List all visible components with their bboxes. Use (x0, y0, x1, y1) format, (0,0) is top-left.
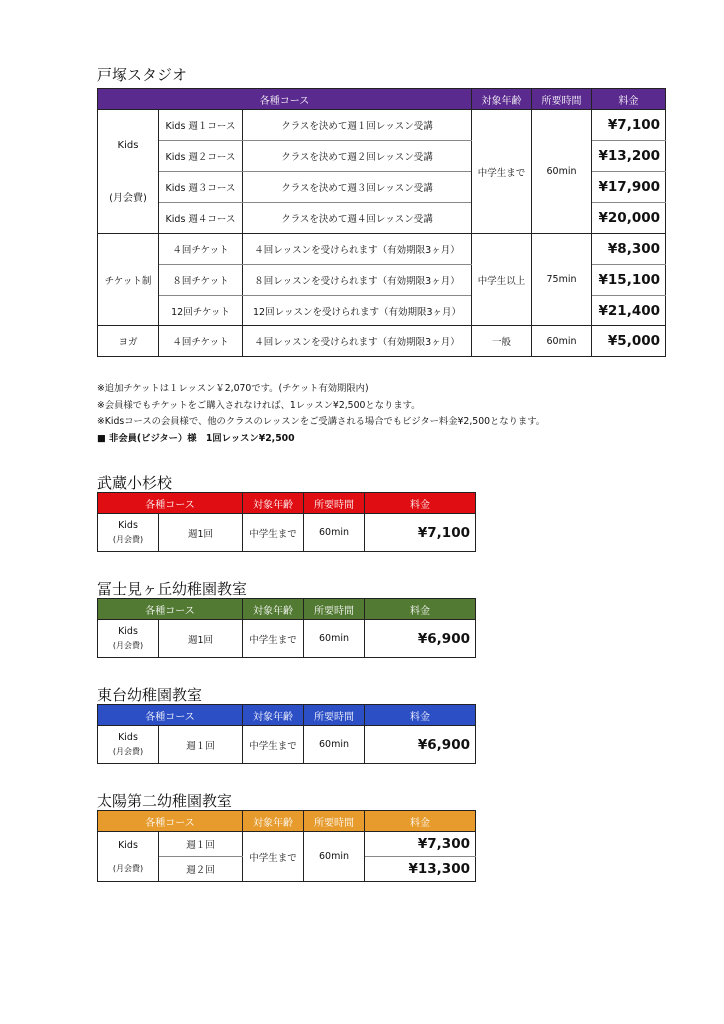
totsuka-title: 戸塚スタジオ (97, 66, 188, 84)
kids-label: Kids (118, 839, 138, 851)
kids-age: 中学生まで (472, 110, 532, 234)
ticket-age: 中学生以上 (472, 234, 532, 326)
header-age: 対象年齢 (472, 89, 532, 110)
kids-label: Kids (118, 732, 138, 743)
header-time: 所要時間 (304, 599, 365, 620)
table-row (98, 726, 476, 764)
totsuka-price-table (97, 88, 666, 357)
course-price: ¥8,300 (592, 234, 666, 265)
course-age: 中学生まで (243, 832, 304, 882)
header-course: 各種コース (98, 705, 243, 726)
course-name: ８回チケット (159, 265, 243, 296)
course-name: 12回チケット (159, 296, 243, 326)
course-price: ¥6,900 (365, 726, 476, 764)
header-course: 各種コース (98, 89, 472, 110)
header-time: 所要時間 (304, 493, 365, 514)
course-price: ¥13,300 (365, 857, 476, 882)
header-age: 対象年齢 (243, 493, 304, 514)
table-header (98, 811, 476, 832)
course-price: ¥7,300 (365, 832, 476, 857)
course-price: ¥21,400 (592, 296, 666, 326)
musashi-title: 武蔵小杉校 (97, 474, 173, 492)
table-header (98, 705, 476, 726)
course-price: ¥17,900 (592, 172, 666, 203)
course-desc: ４回レッスンを受けられます（有効期限3ヶ月） (243, 326, 472, 357)
course-price: ¥15,100 (592, 265, 666, 296)
kids-label-cell (98, 514, 159, 552)
kids-sub-label: (月会費) (112, 641, 144, 650)
note-line: ※追加チケットは１レッスン￥2,070です。(チケット有効期限内) (97, 383, 369, 394)
course-time: 60min (304, 514, 365, 552)
table-row (98, 514, 476, 552)
kids-label-cell (98, 620, 159, 658)
course-price: ¥6,900 (365, 620, 476, 658)
yoga-age: 一般 (472, 326, 532, 357)
kids-sub-label: (月会費) (109, 192, 147, 204)
course-frequency: 週１回 (159, 832, 243, 857)
fujimi-price-table (97, 598, 476, 658)
course-desc: クラスを決めて週４回レッスン受講 (243, 203, 472, 234)
course-frequency: 週１回 (159, 726, 243, 764)
kids-sub-label: (月会費) (112, 863, 144, 873)
taiyo-title: 太陽第二幼稚園教室 (97, 792, 233, 810)
course-desc: クラスを決めて週３回レッスン受講 (243, 172, 472, 203)
note-line-visitor: ■ 非会員(ビジター）様 1回レッスン¥2,500 (97, 432, 295, 444)
table-row (98, 110, 666, 141)
musashi-price-table (97, 492, 476, 552)
course-frequency: 週1回 (159, 514, 243, 552)
header-course: 各種コース (98, 811, 243, 832)
course-name: Kids 週１コース (159, 110, 243, 141)
table-header (98, 493, 476, 514)
table-row (98, 620, 476, 658)
header-fee: 料金 (365, 705, 476, 726)
header-time: 所要時間 (304, 811, 365, 832)
ticket-time: 75min (532, 234, 592, 326)
course-age: 中学生まで (243, 726, 304, 764)
course-price: ¥7,100 (592, 110, 666, 141)
course-time: 60min (304, 726, 365, 764)
note-line: ※Kidsコースの会員様で、他のクラスのレッスンをご受講される場合でもビジター料金¥2,500となります。 (97, 416, 546, 427)
course-frequency: 週1回 (159, 620, 243, 658)
header-fee: 料金 (365, 599, 476, 620)
course-price: ¥20,000 (592, 203, 666, 234)
higashidai-price-table (97, 704, 476, 764)
kids-sub-label: (月会費) (112, 535, 144, 544)
kids-label: Kids (118, 626, 138, 637)
table-row (98, 832, 476, 857)
table-row (98, 234, 666, 265)
kids-label: Kids (118, 520, 138, 531)
course-name: ４回チケット (159, 326, 243, 357)
course-age: 中学生まで (243, 514, 304, 552)
higashidai-title: 東台幼稚園教室 (97, 686, 203, 704)
table-header (98, 599, 476, 620)
course-time: 60min (304, 620, 365, 658)
header-age: 対象年齢 (243, 599, 304, 620)
kids-time: 60min (532, 110, 592, 234)
header-fee: 料金 (365, 811, 476, 832)
fujimi-title: 冨士見ヶ丘幼稚園教室 (97, 580, 248, 598)
yoga-time: 60min (532, 326, 592, 357)
note-line: ※会員様でもチケットをご購入されなければ、1レッスン¥2,500となります。 (97, 399, 421, 411)
header-fee: 料金 (592, 89, 666, 110)
header-time: 所要時間 (532, 89, 592, 110)
course-desc: ８回レッスンを受けられます（有効期限3ヶ月） (243, 265, 472, 296)
course-age: 中学生まで (243, 620, 304, 658)
table-row (98, 326, 666, 357)
kids-group-label (98, 110, 159, 234)
course-name: Kids 週２コース (159, 141, 243, 172)
course-frequency: 週２回 (159, 857, 243, 882)
header-course: 各種コース (98, 599, 243, 620)
header-age: 対象年齢 (243, 705, 304, 726)
course-desc: ４回レッスンを受けられます（有効期限3ヶ月） (243, 234, 472, 265)
course-time: 60min (304, 832, 365, 882)
yoga-group-label: ヨガ (98, 326, 159, 357)
kids-label: Kids (117, 139, 139, 151)
course-name: Kids 週４コース (159, 203, 243, 234)
course-price: ¥7,100 (365, 514, 476, 552)
course-name: ４回チケット (159, 234, 243, 265)
course-desc: 12回レッスンを受けられます（有効期限3ヶ月） (243, 296, 472, 326)
header-age: 対象年齢 (243, 811, 304, 832)
kids-sub-label: (月会費) (112, 747, 144, 756)
course-desc: クラスを決めて週１回レッスン受講 (243, 110, 472, 141)
table-header (98, 89, 666, 110)
ticket-group-label: チケット制 (98, 234, 159, 326)
header-course: 各種コース (98, 493, 243, 514)
kids-label-cell (98, 832, 159, 882)
kids-label-cell (98, 726, 159, 764)
header-fee: 料金 (365, 493, 476, 514)
header-time: 所要時間 (304, 705, 365, 726)
course-desc: クラスを決めて週２回レッスン受講 (243, 141, 472, 172)
course-price: ¥5,000 (592, 326, 666, 357)
taiyo-price-table (97, 810, 476, 882)
notes (97, 381, 545, 447)
course-name: Kids 週３コース (159, 172, 243, 203)
course-price: ¥13,200 (592, 141, 666, 172)
